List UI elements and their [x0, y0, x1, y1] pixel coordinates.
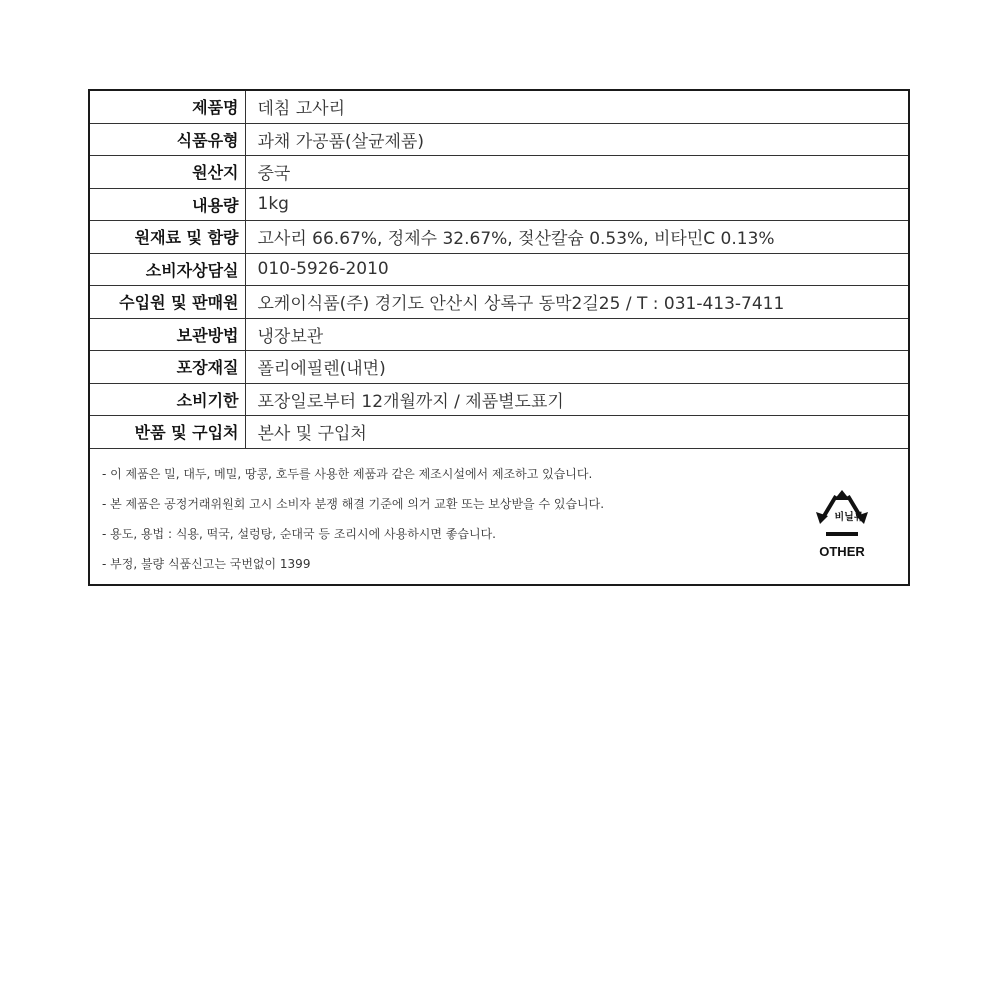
table-row — [90, 351, 908, 384]
row-label: 포장재질 — [90, 351, 245, 384]
recycle-mark — [806, 486, 878, 566]
row-value: 폴리에필렌(내면) — [245, 351, 908, 384]
row-value: 냉장보관 — [245, 318, 908, 351]
table-row — [90, 318, 908, 351]
table-row — [90, 253, 908, 286]
table-row — [90, 416, 908, 449]
table-row — [90, 123, 908, 156]
row-value: 포장일로부터 12개월까지 / 제품별도표기 — [245, 383, 908, 416]
row-value: 과채 가공품(살균제품) — [245, 123, 908, 156]
row-value: 중국 — [245, 156, 908, 189]
row-value: 1kg — [245, 188, 908, 221]
row-value: 고사리 66.67%, 정제수 32.67%, 젖산칼슘 0.53%, 비타민C 0.13% — [245, 221, 908, 254]
table-row — [90, 383, 908, 416]
note-usage: - 용도, 용법 : 식용, 떡국, 설렁탕, 순대국 등 조리시에 사용하시면 좋습니다. — [102, 527, 496, 541]
row-value: 본사 및 구입처 — [245, 416, 908, 449]
row-label: 제품명 — [90, 91, 245, 123]
product-info-panel — [88, 89, 910, 586]
row-value: 010-5926-2010 — [245, 253, 908, 286]
row-label: 내용량 — [90, 188, 245, 221]
notes-section — [90, 454, 908, 584]
row-label: 소비기한 — [90, 383, 245, 416]
recycle-material: 비닐류 — [834, 512, 864, 523]
row-label: 소비자상담실 — [90, 253, 245, 286]
row-label: 원재료 및 함량 — [90, 221, 245, 254]
row-label: 보관방법 — [90, 318, 245, 351]
note-exchange: - 본 제품은 공정거래위원회 고시 소비자 분쟁 해결 기준에 의거 교환 또는 보상받을 수 있습니다. — [102, 497, 605, 511]
recycle-code: OTHER — [819, 544, 865, 559]
note-allergen: - 이 제품은 밀, 대두, 메밀, 땅콩, 호두를 사용한 제품과 같은 제조시설에서 제조하고 있습니다. — [102, 467, 593, 481]
row-value: 데침 고사리 — [245, 91, 908, 123]
note-report: - 부정, 불량 식품신고는 국번없이 1399 — [102, 557, 311, 571]
row-label: 수입원 및 판매원 — [90, 286, 245, 319]
table-row — [90, 286, 908, 319]
row-label: 반품 및 구입처 — [90, 416, 245, 449]
table-row — [90, 156, 908, 189]
table-row — [90, 188, 908, 221]
row-value: 오케이식품(주) 경기도 안산시 상록구 동막2길25 / T : 031-413-7411 — [245, 286, 908, 319]
table-row — [90, 221, 908, 254]
row-label: 식품유형 — [90, 123, 245, 156]
product-info-table — [90, 91, 908, 449]
table-row — [90, 91, 908, 123]
row-label: 원산지 — [90, 156, 245, 189]
